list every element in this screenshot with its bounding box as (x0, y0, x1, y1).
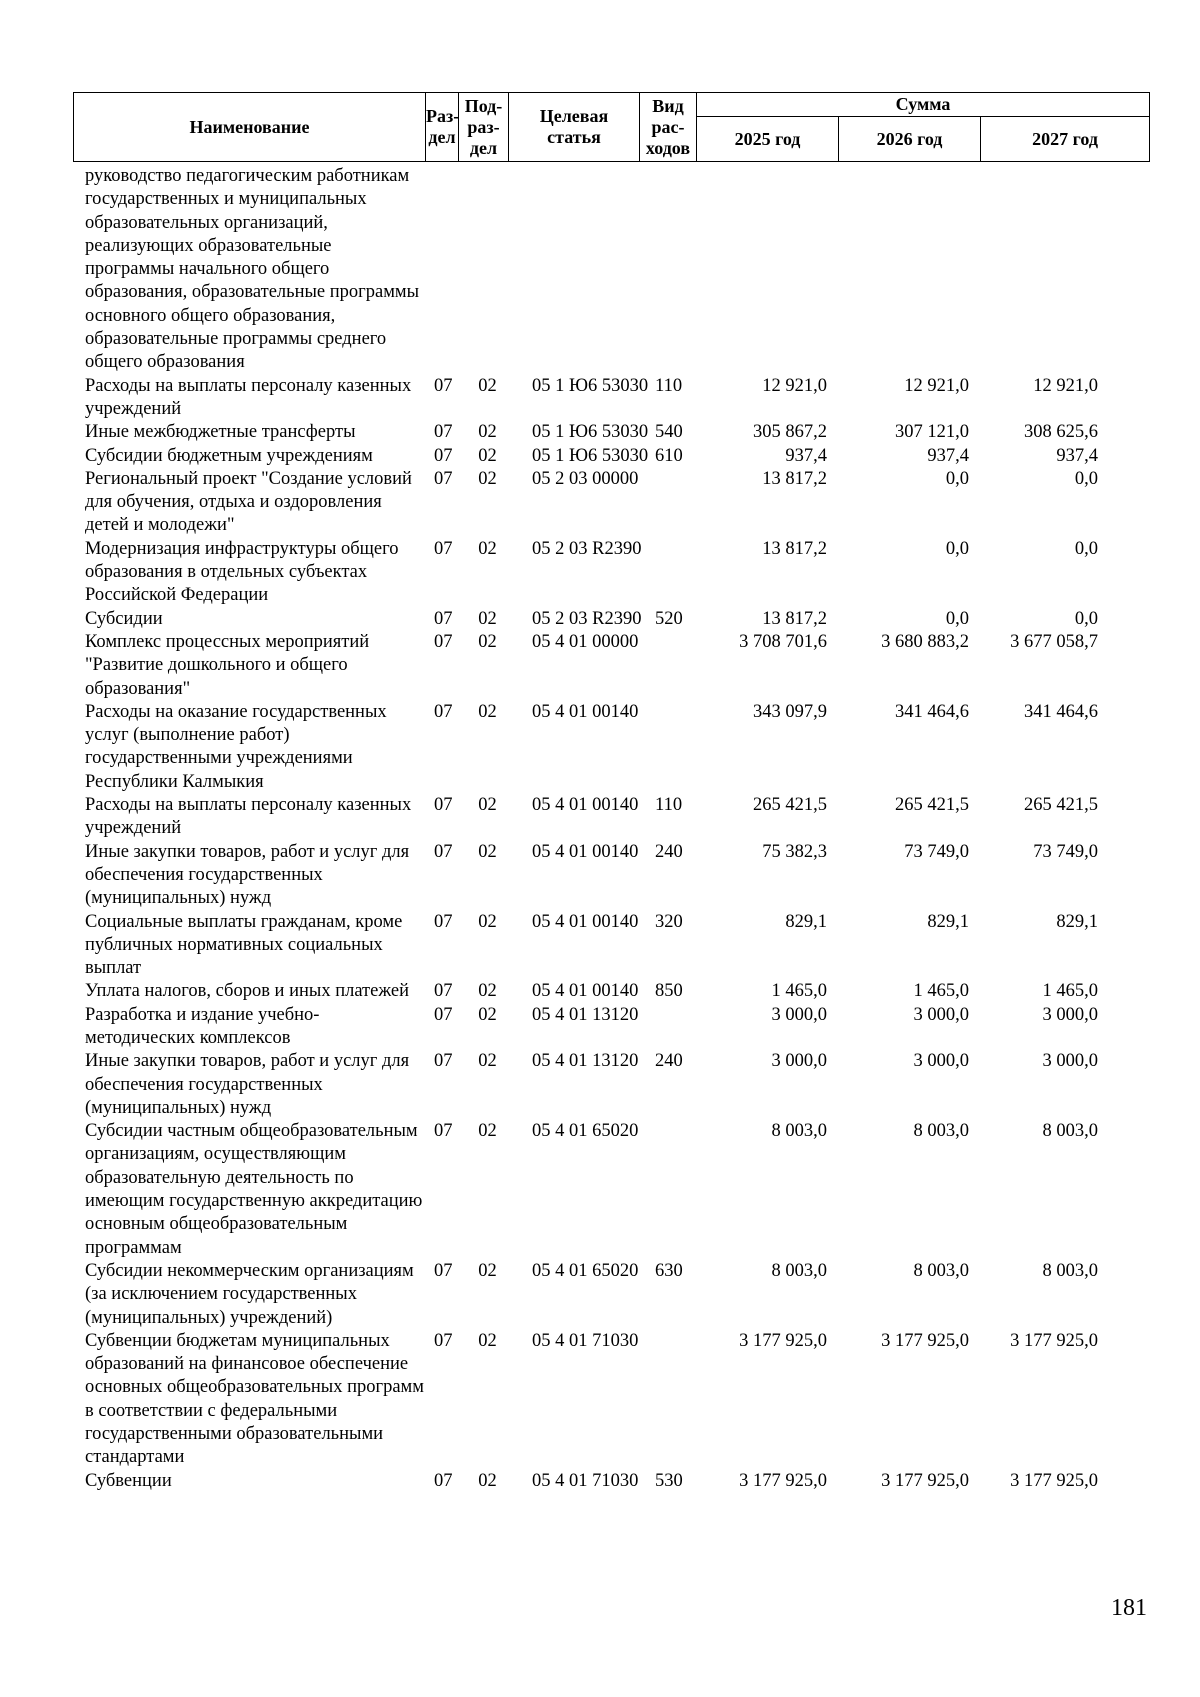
row-vid-rashodov: 630 (655, 1260, 683, 1281)
row-sum-2027: 0,0 (1074, 538, 1098, 559)
row-sum-2026: 12 921,0 (904, 375, 969, 396)
header-podrazdel-line3: дел (469, 137, 498, 158)
row-sum-2025: 305 867,2 (753, 422, 827, 443)
row-sum-2026: 829,1 (927, 911, 969, 932)
row-name: Расходы на выплаты персоналу казенных учреждений (85, 795, 412, 839)
header-podrazdel-line2: раз- (467, 116, 500, 137)
row-sum-2025: 3 000,0 (771, 1004, 827, 1025)
row-name: Субвенции бюджетам муниципальных образований на финансовое обеспечение основных общеобразовательных программ в соответствии с федеральными государственными образовательными стандартами (85, 1330, 424, 1468)
row-sum-2025: 3 000,0 (771, 1051, 827, 1072)
row-name: Расходы на выплаты персоналу казенных учреждений (85, 375, 412, 419)
row-sum-2026: 1 465,0 (913, 981, 969, 1002)
row-sum-2027: 937,4 (1056, 445, 1098, 466)
row-vid-rashodov: 240 (655, 1051, 683, 1072)
row-podrazdel: 02 (478, 468, 497, 489)
table-row (73, 1004, 1149, 1051)
row-podrazdel: 02 (478, 608, 497, 629)
table-row (73, 1120, 1149, 1260)
table-row (73, 375, 1149, 422)
row-vid-rashodov: 110 (655, 375, 683, 396)
header-vid-line3: ходов (645, 137, 691, 158)
row-sum-2026: 0,0 (945, 608, 969, 629)
row-sum-2027: 265 421,5 (1024, 795, 1098, 816)
row-sum-2027: 3 177 925,0 (1010, 1470, 1098, 1491)
row-name: руководство педагогическим работникам государственных и муниципальных образовательных организаций, реализующих образовательные программы начального общего образования, образовательные программы основного общего образования, образовательные программы среднего общего образования (85, 166, 420, 373)
row-razdel: 07 (434, 1470, 453, 1491)
row-name: Субсидии некоммерческим организациям (за исключением государственных (муниципальных) учреждений) (85, 1260, 414, 1328)
row-celevaya-statya: 05 4 01 65020 (532, 1260, 639, 1281)
row-sum-2025: 937,4 (785, 445, 827, 466)
row-sum-2027: 12 921,0 (1033, 375, 1098, 396)
table-row (73, 980, 1149, 1003)
row-sum-2026: 0,0 (945, 538, 969, 559)
header-razdel-line1: Раз- (426, 106, 460, 126)
row-razdel: 07 (434, 911, 453, 932)
row-razdel: 07 (434, 1121, 453, 1142)
row-sum-2025: 13 817,2 (762, 608, 827, 629)
row-celevaya-statya: 05 4 01 00140 (532, 981, 639, 1002)
row-sum-2026: 3 177 925,0 (881, 1470, 969, 1491)
row-celevaya-statya: 05 4 01 13120 (532, 1051, 639, 1072)
row-razdel: 07 (434, 701, 453, 722)
row-celevaya-statya: 05 4 01 71030 (532, 1330, 639, 1351)
table-row (73, 468, 1149, 538)
row-podrazdel: 02 (478, 795, 497, 816)
row-razdel: 07 (434, 1004, 453, 1025)
table-row (73, 1330, 1149, 1470)
row-name: Иные закупки товаров, работ и услуг для обеспечения государственных (муниципальных) нужд (85, 1051, 410, 1118)
row-name: Иные межбюджетные трансферты (85, 422, 356, 443)
row-sum-2027: 308 625,6 (1024, 422, 1098, 443)
row-celevaya-statya: 05 2 03 R2390 (532, 538, 642, 559)
row-celevaya-statya: 05 4 01 00140 (532, 841, 639, 862)
header-vid (640, 93, 697, 162)
row-name: Субвенции (85, 1470, 172, 1491)
table-row (73, 841, 1149, 911)
table-row (73, 911, 1149, 981)
row-podrazdel: 02 (478, 841, 497, 862)
row-podrazdel: 02 (478, 981, 497, 1002)
row-podrazdel: 02 (478, 1004, 497, 1025)
table-row (73, 421, 1149, 444)
table-header (73, 92, 1150, 162)
row-sum-2026: 0,0 (945, 468, 969, 489)
row-podrazdel: 02 (478, 422, 497, 443)
header-podrazdel-line1: Под- (464, 95, 503, 116)
row-sum-2025: 8 003,0 (771, 1121, 827, 1142)
row-celevaya-statya: 05 2 03 00000 (532, 468, 639, 489)
row-celevaya-statya: 05 1 Ю6 53030 (532, 375, 649, 396)
row-sum-2026: 8 003,0 (913, 1121, 969, 1142)
row-name: Комплекс процессных мероприятий "Развитие дошкольного и общего образования" (85, 631, 370, 699)
row-podrazdel: 02 (478, 1051, 497, 1072)
table-row (73, 1050, 1149, 1120)
row-celevaya-statya: 05 4 01 71030 (532, 1470, 639, 1491)
row-razdel: 07 (434, 445, 453, 466)
row-sum-2027: 0,0 (1074, 608, 1098, 629)
row-podrazdel: 02 (478, 445, 497, 466)
row-vid-rashodov: 110 (655, 795, 683, 816)
row-sum-2025: 3 708 701,6 (739, 631, 827, 652)
table-row (73, 701, 1149, 794)
row-sum-2025: 13 817,2 (762, 468, 827, 489)
row-celevaya-statya: 05 4 01 00000 (532, 631, 639, 652)
table-row (73, 165, 1149, 375)
row-sum-2027: 8 003,0 (1042, 1121, 1098, 1142)
row-razdel: 07 (434, 608, 453, 629)
header-razdel (426, 93, 459, 162)
row-sum-2025: 1 465,0 (771, 981, 827, 1002)
table-row (73, 1470, 1149, 1493)
row-sum-2025: 12 921,0 (762, 375, 827, 396)
row-sum-2026: 3 177 925,0 (881, 1330, 969, 1351)
row-razdel: 07 (434, 795, 453, 816)
row-celevaya-statya: 05 4 01 00140 (532, 701, 639, 722)
row-podrazdel: 02 (478, 631, 497, 652)
row-sum-2027: 3 677 058,7 (1010, 631, 1098, 652)
row-sum-2025: 829,1 (785, 911, 827, 932)
header-razdel-line2: дел (428, 127, 456, 147)
row-sum-2025: 75 382,3 (762, 841, 827, 862)
row-podrazdel: 02 (478, 538, 497, 559)
row-sum-2026: 73 749,0 (904, 841, 969, 862)
row-vid-rashodov: 850 (655, 981, 683, 1002)
row-vid-rashodov: 530 (655, 1470, 683, 1491)
row-razdel: 07 (434, 841, 453, 862)
header-podrazdel (459, 93, 509, 162)
row-razdel: 07 (434, 468, 453, 489)
row-razdel: 07 (434, 631, 453, 652)
header-celevaya-line2: статья (547, 127, 601, 147)
header-year-2025: 2025 год (697, 117, 839, 162)
row-vid-rashodov: 520 (655, 608, 683, 629)
table-row (73, 445, 1149, 468)
row-razdel: 07 (434, 538, 453, 559)
row-sum-2025: 13 817,2 (762, 538, 827, 559)
row-celevaya-statya: 05 1 Ю6 53030 (532, 445, 649, 466)
row-sum-2025: 8 003,0 (771, 1260, 827, 1281)
row-sum-2027: 829,1 (1056, 911, 1098, 932)
row-razdel: 07 (434, 375, 453, 396)
table-row (73, 631, 1149, 701)
header-year-2026: 2026 год (839, 117, 981, 162)
row-celevaya-statya: 05 1 Ю6 53030 (532, 422, 649, 443)
row-podrazdel: 02 (478, 1470, 497, 1491)
header-vid-line2: рас- (651, 116, 685, 137)
table-row (73, 1260, 1149, 1330)
row-podrazdel: 02 (478, 1121, 497, 1142)
row-name: Субсидии (85, 608, 163, 629)
table-row (73, 608, 1149, 631)
row-sum-2026: 3 000,0 (913, 1004, 969, 1025)
row-razdel: 07 (434, 1051, 453, 1072)
row-sum-2027: 3 000,0 (1042, 1051, 1098, 1072)
header-year-2027: 2027 год (981, 117, 1150, 162)
row-name: Субсидии частным общеобразовательным организациям, осуществляющим образовательную деятельность по имеющим государственную аккредитацию основным общеобразовательным программам (85, 1121, 423, 1258)
row-celevaya-statya: 05 4 01 65020 (532, 1121, 639, 1142)
row-sum-2027: 8 003,0 (1042, 1260, 1098, 1281)
row-podrazdel: 02 (478, 911, 497, 932)
row-sum-2025: 3 177 925,0 (739, 1330, 827, 1351)
row-name: Региональный проект "Создание условий для обучения, отдыха и оздоровления детей и молодежи" (85, 468, 412, 536)
row-celevaya-statya: 05 4 01 13120 (532, 1004, 639, 1025)
row-celevaya-statya: 05 2 03 R2390 (532, 608, 642, 629)
row-sum-2027: 1 465,0 (1042, 981, 1098, 1002)
row-name: Социальные выплаты гражданам, кроме публичных нормативных социальных выплат (85, 911, 403, 979)
row-sum-2026: 307 121,0 (895, 422, 969, 443)
row-sum-2027: 3 177 925,0 (1010, 1330, 1098, 1351)
row-sum-2027: 3 000,0 (1042, 1004, 1098, 1025)
row-sum-2026: 265 421,5 (895, 795, 969, 816)
row-name: Модернизация инфраструктуры общего образования в отдельных субъектах Российской Федерации (85, 538, 399, 606)
row-vid-rashodov: 610 (655, 445, 683, 466)
row-name: Расходы на оказание государственных услуг (выполнение работ) государственными учреждениями Республики Калмыкия (85, 701, 387, 792)
header-celevaya-line1: Целевая (539, 106, 609, 126)
row-name: Уплата налогов, сборов и иных платежей (85, 981, 410, 1002)
page-number: 181 (1111, 1595, 1147, 1621)
row-sum-2026: 937,4 (927, 445, 969, 466)
row-podrazdel: 02 (478, 701, 497, 722)
row-name: Разработка и издание учебно-методических комплексов (85, 1004, 320, 1048)
row-name: Иные закупки товаров, работ и услуг для обеспечения государственных (муниципальных) нужд (85, 841, 410, 909)
row-vid-rashodov: 320 (655, 911, 683, 932)
row-razdel: 07 (434, 422, 453, 443)
table-row (73, 538, 1149, 608)
row-sum-2027: 73 749,0 (1033, 841, 1098, 862)
row-podrazdel: 02 (478, 1330, 497, 1351)
row-sum-2025: 3 177 925,0 (739, 1470, 827, 1491)
row-razdel: 07 (434, 981, 453, 1002)
header-celevaya (509, 93, 640, 162)
row-sum-2026: 8 003,0 (913, 1260, 969, 1281)
row-celevaya-statya: 05 4 01 00140 (532, 911, 639, 932)
row-sum-2026: 3 680 883,2 (881, 631, 969, 652)
table-row (73, 794, 1149, 841)
row-sum-2025: 265 421,5 (753, 795, 827, 816)
header-vid-line1: Вид (652, 95, 684, 116)
row-celevaya-statya: 05 4 01 00140 (532, 795, 639, 816)
row-name: Субсидии бюджетным учреждениям (85, 445, 373, 466)
row-vid-rashodov: 240 (655, 841, 683, 862)
row-podrazdel: 02 (478, 1260, 497, 1281)
row-sum-2026: 341 464,6 (895, 701, 969, 722)
table-body (73, 165, 1149, 1493)
row-sum-2027: 0,0 (1074, 468, 1098, 489)
row-sum-2025: 343 097,9 (753, 701, 827, 722)
row-sum-2026: 3 000,0 (913, 1051, 969, 1072)
header-name: Наименование (74, 93, 426, 162)
row-sum-2027: 341 464,6 (1024, 701, 1098, 722)
header-summa: Сумма (697, 93, 1150, 117)
row-razdel: 07 (434, 1260, 453, 1281)
row-vid-rashodov: 540 (655, 422, 683, 443)
row-podrazdel: 02 (478, 375, 497, 396)
row-razdel: 07 (434, 1330, 453, 1351)
